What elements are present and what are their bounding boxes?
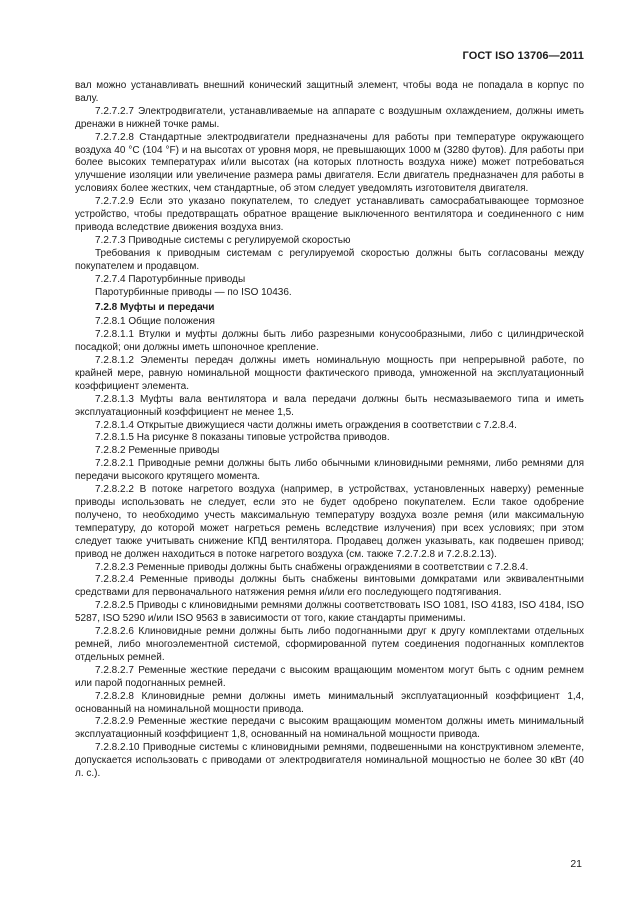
standard-designation: ГОСТ ISO 13706—2011 bbox=[462, 50, 584, 62]
paragraph-7-2-7-2-7: 7.2.7.2.7 Электродвигатели, устанавливаемые на аппарате с воздушным охлаждением, должны иметь дренажи в нижней точке рамы. bbox=[75, 105, 584, 130]
paragraph-7-2-8-1-2: 7.2.8.1.2 Элементы передач должны иметь номинальную мощность при непрерывной работе, по крайней мере, равную номинальной мощности фактического привода, умноженной на эксплуатационный коэффициент элемента. bbox=[75, 355, 584, 392]
body-text bbox=[75, 80, 584, 781]
subheading-7-2-7-3: 7.2.7.3 Приводные системы с регулируемой скоростью bbox=[95, 234, 351, 246]
paragraph-7-2-8-2-9: 7.2.8.2.9 Ременные жесткие передачи с высоким вращающим моментом должны иметь минимальный эксплуатационный коэффициент 1,8, основанный на номинальной мощности привода. bbox=[75, 716, 584, 741]
paragraph-7-2-8-1-5: 7.2.8.1.5 На рисунке 8 показаны типовые устройства приводов. bbox=[95, 432, 390, 444]
paragraph-7-2-8-1-1: 7.2.8.1.1 Втулки и муфты должны быть либо разрезными конусообразными, либо с цилиндрической посадкой; они должны иметь шпоночное крепление. bbox=[75, 329, 584, 354]
subheading-7-2-8-2: 7.2.8.2 Ременные приводы bbox=[95, 445, 220, 457]
page-number: 21 bbox=[570, 858, 582, 870]
paragraph-7-2-8-1-4: 7.2.8.1.4 Открытые движущиеся части должны иметь ограждения в соответствии с 7.2.8.4. bbox=[95, 419, 517, 431]
paragraph-7-2-8-2-7: 7.2.8.2.7 Ременные жесткие передачи с высоким вращающим моментом могут быть с одним ремнем или парой подогнанных ремней. bbox=[75, 664, 584, 689]
paragraph-7-2-7-2-9: 7.2.7.2.9 Если это указано покупателем, то следует устанавливать самосрабатывающее тормозное устройство, чтобы предотвращать обратное вращение выключенного вентилятора и соединенного с ним привода вследствие движения воздуха вниз. bbox=[75, 196, 584, 233]
paragraph-7-2-7-3-text: Требования к приводным системам с регулируемой скоростью должны быть согласованы между покупателем и продавцом. bbox=[75, 247, 584, 272]
paragraph-7-2-8-2-10: 7.2.8.2.10 Приводные системы с клиновидными ремнями, подвешенными на конструктивном элементе, допускается использовать с приводами от электродвигателя номинальной мощностью не более 30 кВт (40 л. с.). bbox=[75, 742, 584, 780]
paragraph-continuation: вал можно устанавливать внешний конический защитный элемент, чтобы вода не попадала в корпус по валу. bbox=[75, 80, 584, 104]
subheading-7-2-8-1: 7.2.8.1 Общие положения bbox=[95, 316, 215, 328]
paragraph-7-2-8-2-6: 7.2.8.2.6 Клиновидные ремни должны быть либо подогнанными друг к другу комплектами отдельных ремней, либо многоэлементной системой, сформированной путем соединения подогнанных комплектов отдельных ремней. bbox=[75, 626, 584, 663]
paragraph-7-2-8-2-5: 7.2.8.2.5 Приводы с клиновидными ремнями должны соответствовать ISO 1081, ISO 4183, ISO 4184, ISO 5287, ISO 5290 и/или ISO 9563 в зависимости от того, какие стандарты применимы. bbox=[75, 600, 584, 625]
paragraph-7-2-8-2-2: 7.2.8.2.2 В потоке нагретого воздуха (например, в устройствах, установленных наверху) ременные приводы использовать не следует, если это не будет одобрено покупателем. Если такое одобрение получено, то необходимо учесть максимальную температуру воздуха возле ремня (или максимальную температуру, до которой может нагреться ремень вследствие излучения) при всех условиях; при этом следует также учитывать снижение КПД вентилятора. Продавец должен указывать, как подвешен привод; привод не должен находиться в потоке нагретого воздуха (см. также 7.2.7.2.8 и 7.2.8.2.13). bbox=[75, 484, 584, 560]
paragraph-7-2-8-1-3: 7.2.8.1.3 Муфты вала вентилятора и вала передачи должны быть несмазываемого типа и иметь эксплуатационный коэффициент не менее 1,5. bbox=[75, 393, 584, 418]
paragraph-7-2-7-4-text: Паротурбинные приводы — по ISO 10436. bbox=[95, 286, 292, 298]
paragraph-7-2-8-2-1: 7.2.8.2.1 Приводные ремни должны быть либо обычными клиновидными ремнями, либо ремнями для передачи высокого крутящего момента. bbox=[75, 458, 584, 483]
section-heading-7-2-8: 7.2.8 Муфты и передачи bbox=[95, 302, 215, 314]
paragraph-7-2-8-2-3: 7.2.8.2.3 Ременные приводы должны быть снабжены ограждениями в соответствии с 7.2.8.4. bbox=[95, 561, 529, 573]
paragraph-7-2-7-2-8: 7.2.7.2.8 Стандартные электродвигатели предназначены для работы при температуре окружающего воздуха 40 °С (104 °F) и на высотах от уровня моря, не превышающих 1000 м (3280 футов). Для работы при более высоких температурах и/или высотах (на которых плотность воздуха ниже) может потребоваться улучшение изоляции или увеличение размера рамы двигателя. Если двигатель предназначен для работы в условиях более жестких, чем стандартные, об этом следует уведомлять изготовителя двигателя. bbox=[75, 131, 584, 195]
paragraph-7-2-8-2-8: 7.2.8.2.8 Клиновидные ремни должны иметь минимальный эксплуатационный коэффициент 1,4, основанный на номинальной мощности привода. bbox=[75, 690, 584, 715]
paragraph-7-2-8-2-4: 7.2.8.2.4 Ременные приводы должны быть снабжены винтовыми домкратами или эквивалентными средствами для первоначального натяжения ремня и/или его последующего подтягивания. bbox=[75, 574, 584, 599]
subheading-7-2-7-4: 7.2.7.4 Паротурбинные приводы bbox=[95, 273, 246, 285]
